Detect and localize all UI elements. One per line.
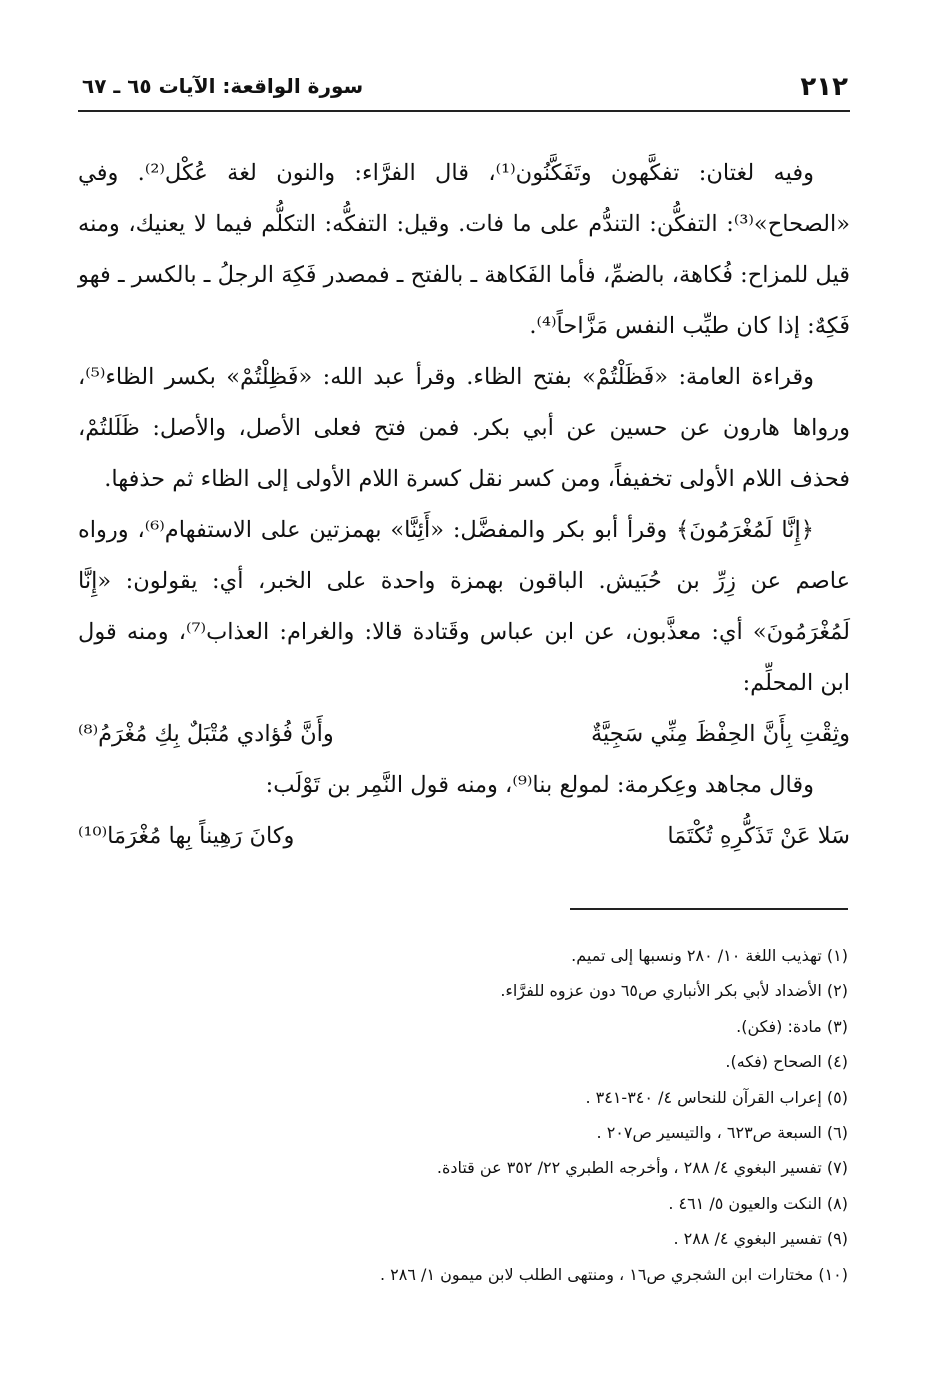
footnote-10: (١٠) مختارات ابن الشجري ص١٦ ، ومنتهى الطلب لابن ميمون ١/ ٢٨٦ . [380, 1264, 848, 1284]
main-text [78, 148, 850, 862]
footnote-divider [570, 908, 848, 910]
footnote-7: (٧) تفسير البغوي ٤/ ٢٨٨ ، وأخرجه الطبري ٢٢/ ٣٥٢ عن قتادة. [436, 1158, 848, 1178]
footnotes [78, 938, 848, 1292]
page-header [78, 66, 850, 112]
poem-verse-2 [78, 811, 850, 862]
paragraph-4: وقال مجاهد وعِكرمة: لمولع بنا⁽⁹⁾، ومنه قول النَّمِر بن تَوْلَب: [265, 772, 814, 798]
footnote-3: (٣) مادة: (فكن). [736, 1016, 848, 1036]
verse-1-second-hemistich: وأَنَّ فُؤادي مُتْبَلٌ بِكِ مُغْرَمُ⁽⁸⁾ [78, 721, 334, 747]
page-number: ٢١٢ [800, 72, 848, 102]
footnote-9: (٩) تفسير البغوي ٤/ ٢٨٨ . [673, 1229, 848, 1249]
footnote-8: (٨) النكت والعيون ٥/ ٤٦١ . [668, 1193, 848, 1213]
footnote-5: (٥) إعراب القرآن للنحاس ٤/ ٣٤٠-٣٤١ . [585, 1087, 848, 1107]
paragraph-2: وقراءة العامة: «فَظَلْتُمْ» بفتح الظاء. وقرأ عبد الله: «فَظِلْتُمْ» بكسر الظاء⁽⁵⁾، ورواها هارون عن حسين عن أبي بكر. فمن فتح فعلى الأصل، والأصل: ظَلَلتُمْ، فحذف اللام الأولى تخفيفاً، ومن كسر نقل كسرة اللام الأولى إلى الظاء ثم حذفها. [78, 364, 850, 492]
paragraph-3: ﴿إِنَّا لَمُغْرَمُونَ﴾ وقرأ أبو بكر والمفضَّل: «أَئِنَّا» بهمزتين على الاستفهام⁽⁶⁾، ورواه عاصم عن زِرِّ بن حُبَيش. الباقون بهمزة واحدة على الخبر، أي: يقولون: «إِنَّا لَمُغْرَمُونَ» أي: معذَّبون، عن ابن عباس وقَتادة قالا: والغرام: العذاب⁽⁷⁾، ومنه قول ابن المحلِّم: [78, 517, 851, 696]
poem-verse-1 [78, 709, 850, 760]
paragraph-1: وفيه لغتان: تفكَّهون وتَفَكَّنُون⁽¹⁾، قال الفرَّاء: والنون لغة عُكْل⁽²⁾. وفي «الصحاح»⁽³⁾: التفكُّن: التندُّم على ما فات. وقيل: التفكُّه: التكلُّم فيما لا يعنيك، ومنه قيل للمزاح: فُكاهة، بالضمِّ، فأما الفَكاهة ـ بالفتح ـ فمصدر فَكِهَ الرجلُ ـ بالكسر ـ فهو فَكِهٌ: إذا كان طيِّب النفس مَزَّاحاً⁽⁴⁾. [78, 160, 850, 339]
verse-2-first-hemistich: سَلا عَنْ تَذَكُّرِهِ تُكْتَمَا [667, 823, 850, 849]
running-title: سورة الواقعة: الآيات ٦٥ ـ ٦٧ [82, 74, 364, 98]
footnote-6: (٦) السبعة ص٦٢٣ ، والتيسير ص٢٠٧ . [596, 1123, 848, 1143]
verse-2-second-hemistich: وكانَ رَهِيناً بِها مُغْرَمَا⁽¹⁰⁾ [78, 823, 295, 849]
footnote-2: (٢) الأضداد لأبي بكر الأنباري ص٦٥ دون عزوه للفرَّاء. [500, 981, 848, 1001]
footnote-1: (١) تهذيب اللغة ١٠/ ٢٨٠ ونسبها إلى تميم. [571, 946, 848, 965]
verse-1-first-hemistich: وثِقْتِ بِأَنَّ الحِفْظَ مِنِّي سَجِيَّةٌ [590, 721, 850, 747]
footnote-4: (٤) الصحاح (فكه). [725, 1052, 848, 1072]
